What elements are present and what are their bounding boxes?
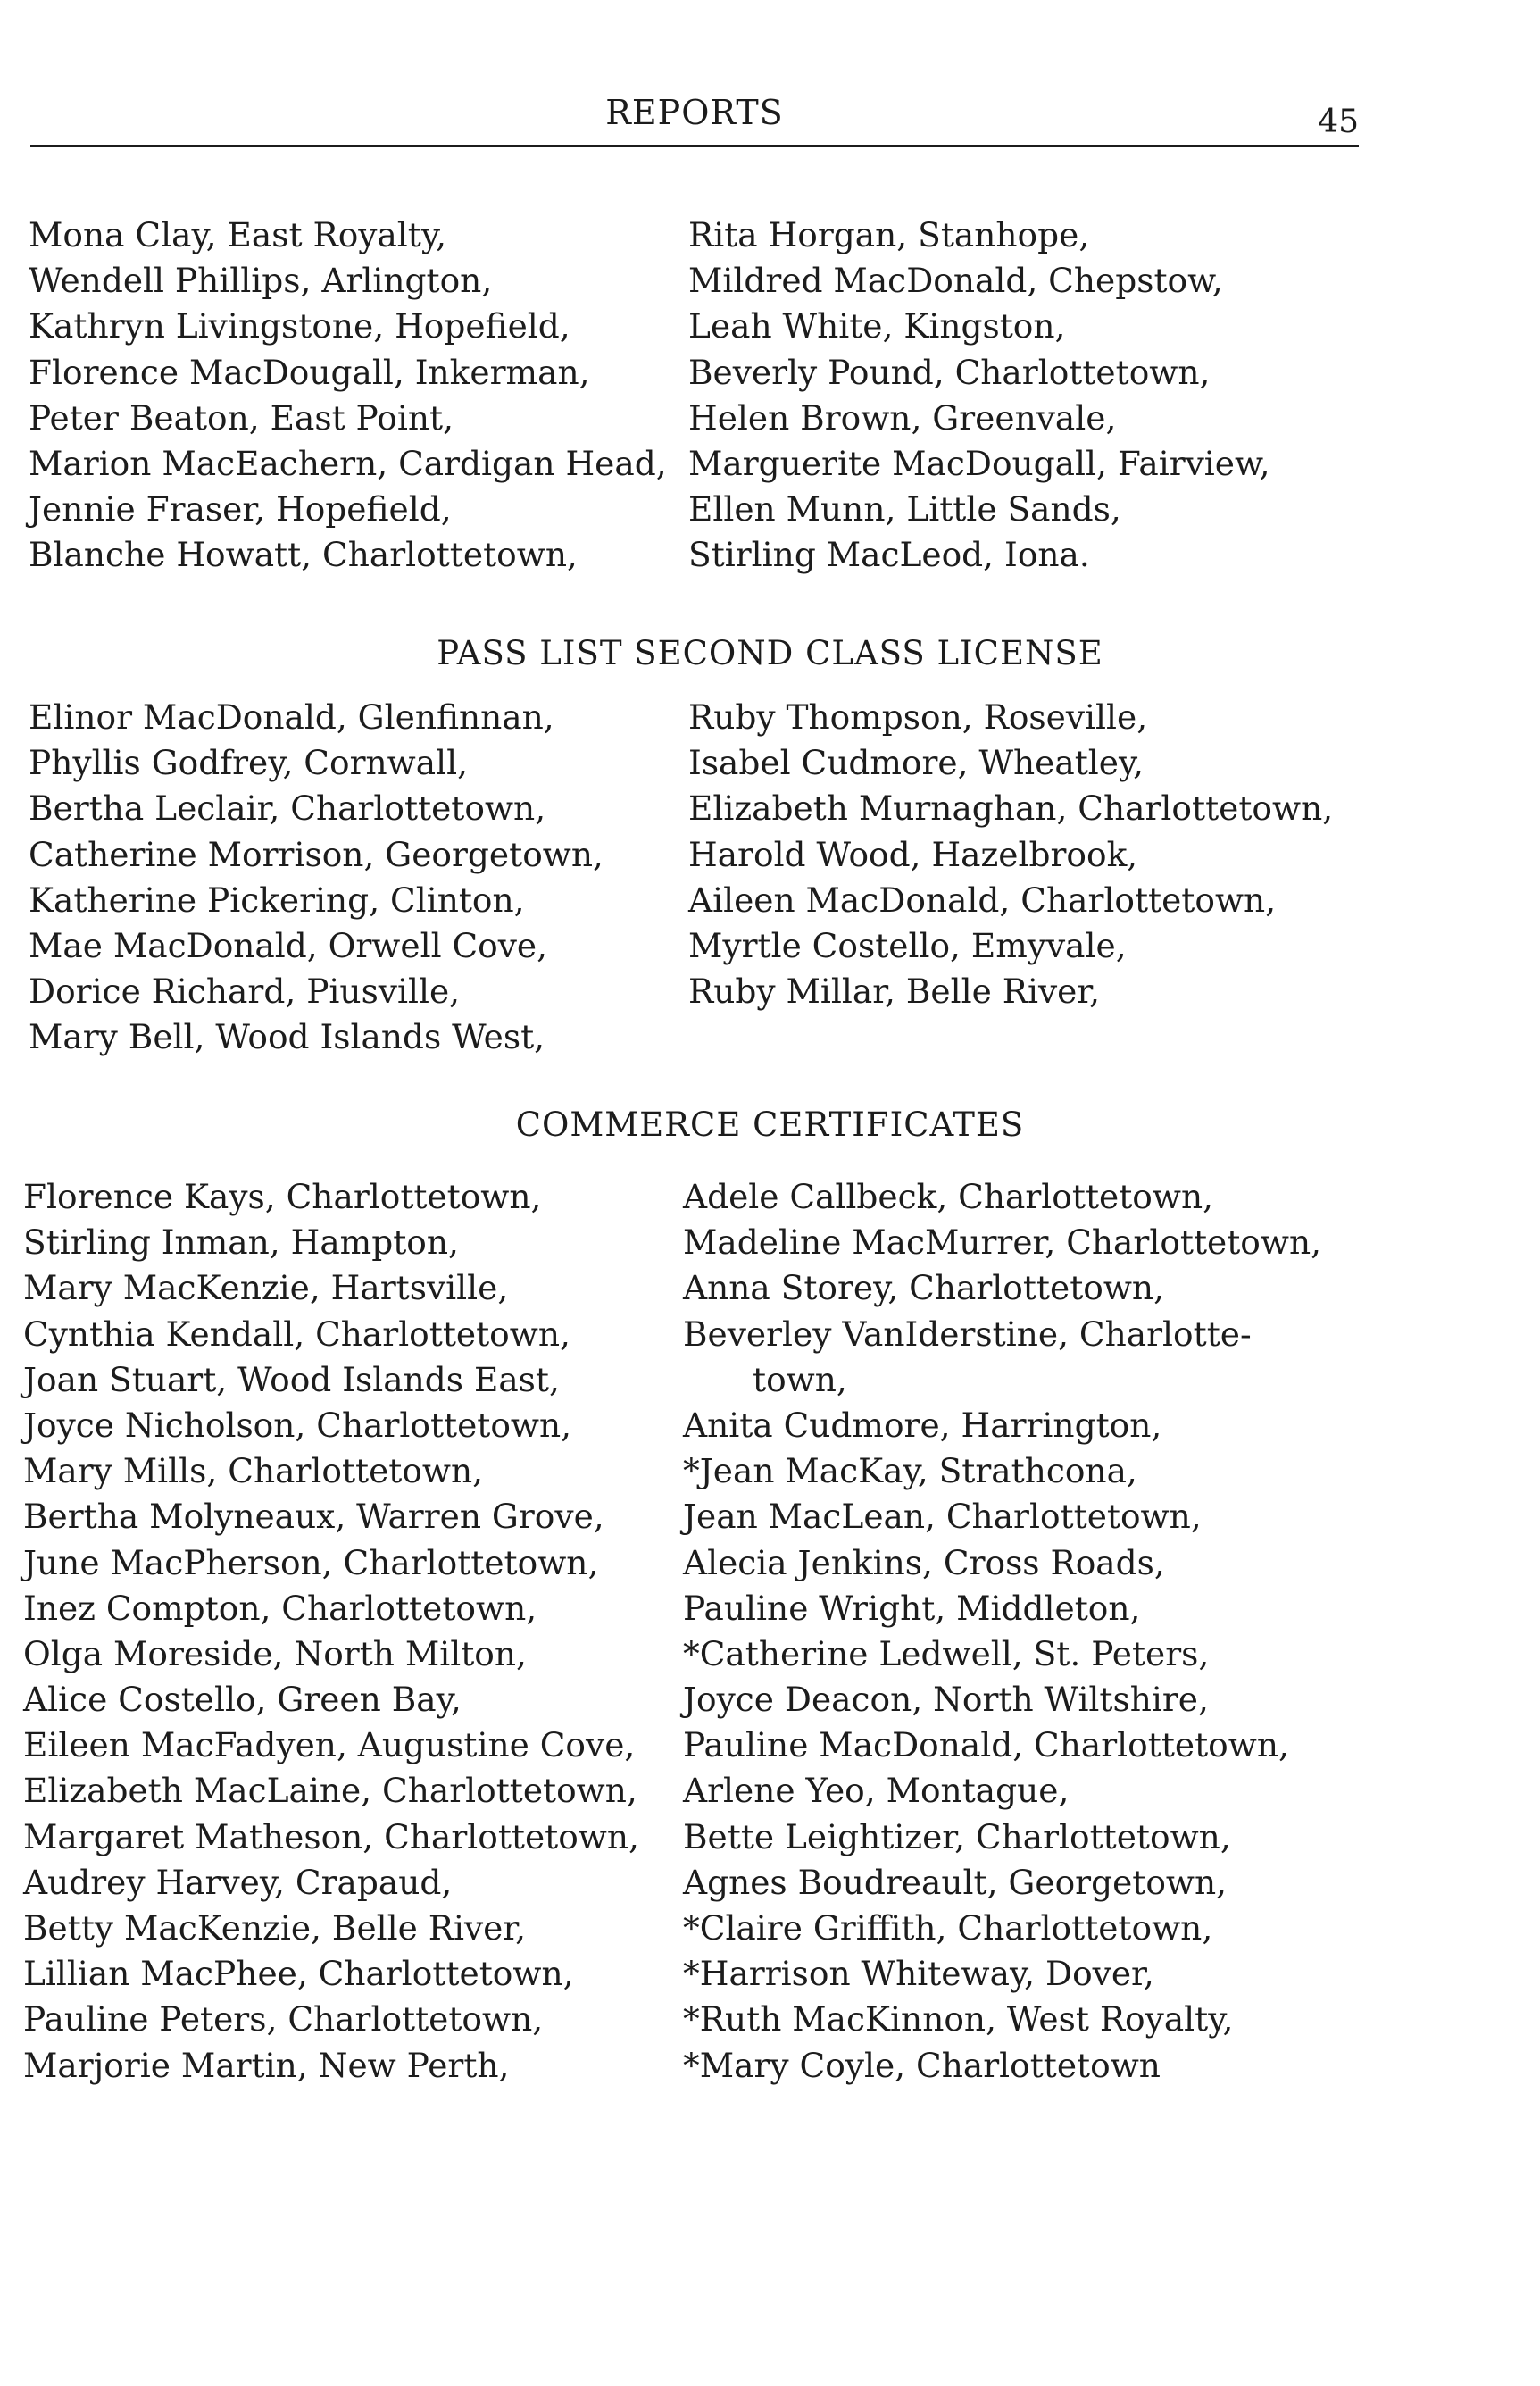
list-item: Agnes Boudreault, Georgetown, — [683, 1862, 1228, 1902]
list-item: Eileen MacFadyen, Augustine Cove, — [23, 1725, 636, 1765]
top-list-left — [29, 213, 667, 579]
list-item: Alice Costello, Green Bay, — [23, 1680, 462, 1720]
list-item: Alecia Jenkins, Cross Roads, — [683, 1542, 1165, 1582]
list-item: Catherine Morrison, Georgetown, — [29, 834, 604, 874]
list-item: *Harrison Whiteway, Dover, — [683, 1954, 1154, 1994]
list-item: Bette Leightizer, Charlottetown, — [683, 1816, 1231, 1856]
list-item: Betty MacKenzie, Belle River, — [23, 1908, 527, 1948]
list-item: Jennie Fraser, Hopefield, — [29, 489, 452, 530]
list-item: Marjorie Martin, New Perth, — [23, 2045, 510, 2085]
list-item: Anita Cudmore, Harrington, — [683, 1405, 1162, 1445]
list-item: Ruby Thompson, Roseville, — [688, 697, 1148, 737]
second-class-list-left — [29, 695, 604, 1061]
list-item: Elizabeth Murnaghan, Charlottetown, — [688, 788, 1334, 829]
list-item: Inez Compton, Charlottetown, — [23, 1588, 537, 1628]
list-item: Isabel Cudmore, Wheatley, — [688, 743, 1145, 783]
list-item: Mary MacKenzie, Hartsville, — [23, 1268, 509, 1308]
list-item: Aileen MacDonald, Charlottetown, — [688, 880, 1277, 920]
list-item: Marion MacEachern, Cardigan Head, — [29, 443, 667, 483]
list-item: *Ruth MacKinnon, West Royalty, — [683, 1999, 1234, 2040]
list-item: Mona Clay, East Royalty, — [29, 215, 446, 254]
list-item: Mildred MacDonald, Chepstow, — [688, 261, 1223, 301]
commerce-list-left — [23, 1174, 639, 2089]
top-list-right — [688, 213, 1270, 579]
list-item: Katherine Pickering, Clinton, — [29, 880, 525, 920]
list-item: Myrtle Costello, Emyvale, — [688, 925, 1127, 965]
list-item: *Mary Coyle, Charlottetown — [683, 2045, 1161, 2085]
list-item: Margaret Matheson, Charlottetown, — [23, 1816, 639, 1856]
section-heading-second-class: PASS LIST SECOND CLASS LICENSE — [437, 634, 1103, 672]
list-item: Mae MacDonald, Orwell Cove, — [29, 925, 548, 965]
list-item: *Claire Griffith, Charlottetown, — [683, 1908, 1213, 1948]
list-item: Ellen Munn, Little Sands, — [688, 489, 1121, 530]
running-head: REPORTS — [605, 93, 784, 132]
list-item: *Catherine Ledwell, St. Peters, — [683, 1633, 1210, 1673]
list-item: Cynthia Kendall, Charlottetown, — [23, 1314, 570, 1354]
list-item: Rita Horgan, Stanhope, — [688, 215, 1090, 254]
list-item: *Jean MacKay, Strathcona, — [683, 1451, 1137, 1491]
list-item: Pauline MacDonald, Charlottetown, — [683, 1725, 1289, 1765]
list-item: Joan Stuart, Wood Islands East, — [23, 1359, 560, 1399]
list-item: Elinor MacDonald, Glenfinnan, — [29, 697, 554, 737]
list-item: Lillian MacPhee, Charlottetown, — [23, 1954, 574, 1994]
list-item: Bertha Leclair, Charlottetown, — [29, 788, 546, 829]
list-item: Harold Wood, Hazelbrook, — [688, 834, 1138, 874]
section-heading-commerce: COMMERCE CERTIFICATES — [515, 1105, 1025, 1144]
list-item: Wendell Phillips, Arlington, — [29, 261, 493, 301]
list-item: Ruby Millar, Belle River, — [688, 972, 1101, 1012]
list-item: Bertha Molyneaux, Warren Grove, — [23, 1497, 604, 1537]
list-item: Beverly Pound, Charlottetown, — [688, 352, 1211, 392]
list-item: Elizabeth MacLaine, Charlottetown, — [23, 1771, 637, 1811]
list-item: Blanche Howatt, Charlottetown, — [29, 535, 578, 575]
second-class-list-right — [688, 695, 1333, 1014]
list-item: Audrey Harvey, Crapaud, — [23, 1862, 453, 1902]
list-item: Leah White, Kingston, — [688, 306, 1066, 346]
list-item: Marguerite MacDougall, Fairview, — [688, 443, 1270, 483]
list-item: Mary Bell, Wood Islands West, — [29, 1017, 545, 1057]
list-item-continuation: town, — [753, 1359, 847, 1399]
list-item: Florence Kays, Charlottetown, — [23, 1177, 542, 1216]
list-item: Joyce Deacon, North Wiltshire, — [683, 1680, 1209, 1720]
list-item: Joyce Nicholson, Charlottetown, — [23, 1405, 572, 1445]
list-item: Kathryn Livingstone, Hopefield, — [29, 306, 570, 346]
list-item: Jean MacLean, Charlottetown, — [683, 1497, 1202, 1537]
list-item: Mary Mills, Charlottetown, — [23, 1451, 484, 1491]
list-item: Florence MacDougall, Inkerman, — [29, 352, 590, 392]
list-item: June MacPherson, Charlottetown, — [23, 1542, 599, 1582]
list-item: Pauline Wright, Middleton, — [683, 1588, 1141, 1628]
list-item: Helen Brown, Greenvale, — [688, 397, 1117, 438]
list-item: Phyllis Godfrey, Cornwall, — [29, 743, 469, 783]
list-item: Stirling MacLeod, Iona. — [688, 535, 1090, 575]
page-header — [30, 91, 1359, 147]
list-item: Madeline MacMurrer, Charlottetown, — [683, 1222, 1322, 1263]
list-item: Pauline Peters, Charlottetown, — [23, 1999, 544, 2040]
commerce-list-right — [683, 1174, 1321, 2089]
list-item: Dorice Richard, Piusville, — [29, 972, 461, 1012]
page-number: 45 — [1318, 104, 1359, 140]
list-item: Anna Storey, Charlottetown, — [683, 1268, 1165, 1308]
list-item: Arlene Yeo, Montague, — [683, 1771, 1070, 1811]
list-item: Adele Callbeck, Charlottetown, — [683, 1177, 1214, 1216]
list-item: Beverley VanIderstine, Charlotte- — [683, 1314, 1252, 1354]
list-item: Stirling Inman, Hampton, — [23, 1222, 459, 1263]
list-item: Olga Moreside, North Milton, — [23, 1633, 527, 1673]
list-item: Peter Beaton, East Point, — [29, 397, 454, 438]
